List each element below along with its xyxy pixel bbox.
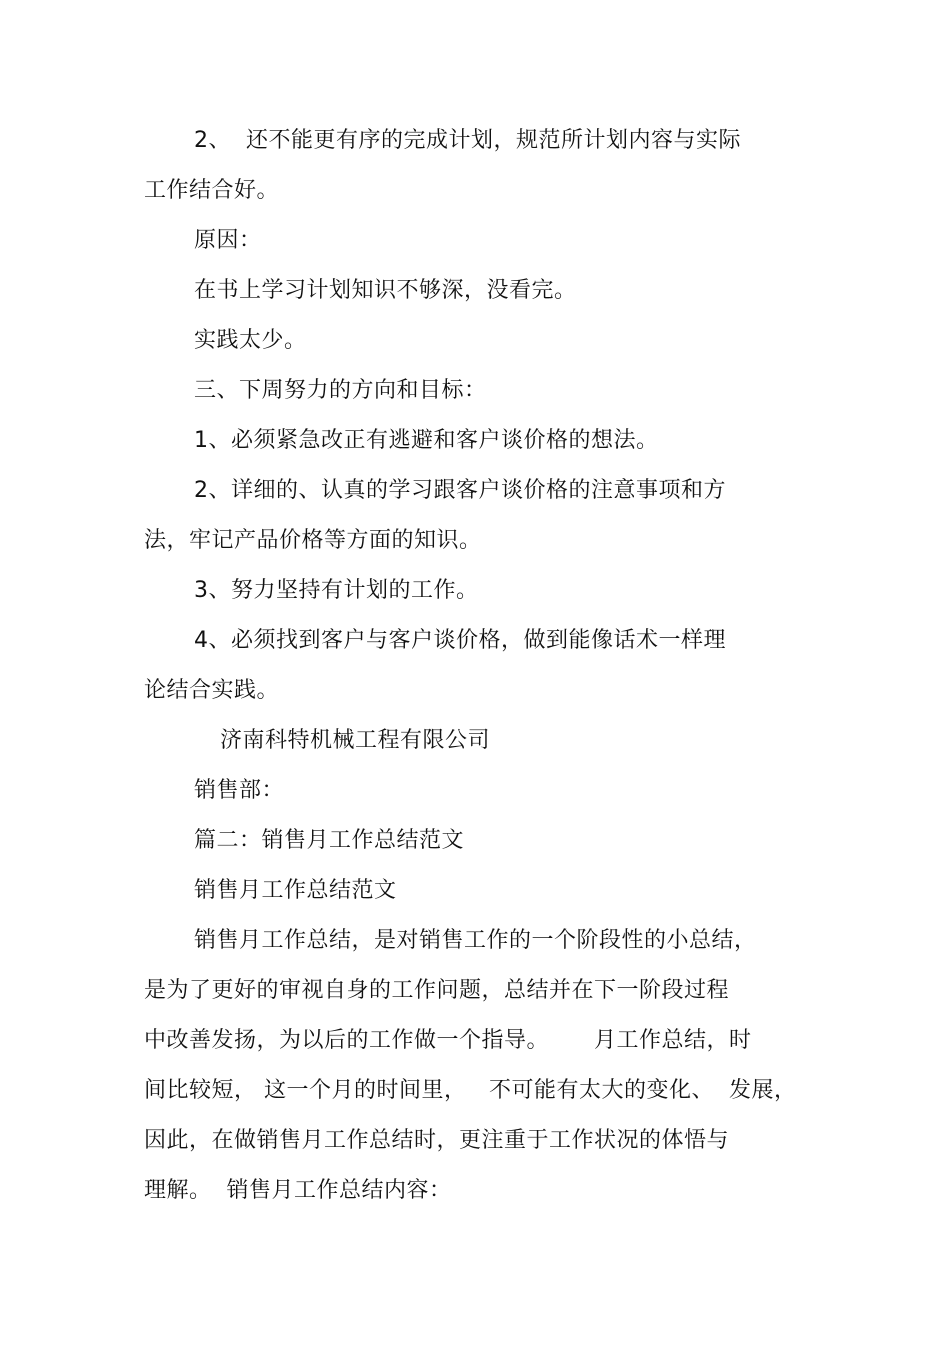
text-line: 2、详细的、认真的学习跟客户谈价格的注意事项和方	[194, 478, 726, 503]
text-line: 实践太少。	[194, 328, 307, 353]
text-line: 因此，在做销售月工作总结时，更注重于工作状况的体悟与	[144, 1128, 730, 1153]
text-line: 4、必须找到客户与客户谈价格，做到能像话术一样理	[194, 628, 726, 653]
text-line: 是为了更好的审视自身的工作问题，总结并在下一阶段过程	[144, 978, 730, 1003]
text-line: 3、努力坚持有计划的工作。	[194, 578, 479, 603]
text-line: 论结合实践。	[144, 678, 280, 703]
text-line: 在书上学习计划知识不够深，没看完。	[194, 278, 577, 303]
text-line: 间比较短， 这一个月的时间里， 不可能有太大的变化、 发展，	[144, 1078, 797, 1103]
text-line: 法，牢记产品价格等方面的知识。	[144, 528, 482, 553]
article-title: 销售月工作总结范文	[194, 878, 397, 903]
company-name: 济南科特机械工程有限公司	[220, 728, 491, 753]
section-heading: 三、下周努力的方向和目标：	[194, 378, 487, 403]
department-name: 销售部：	[194, 778, 285, 803]
text-line: 理解。 销售月工作总结内容：	[144, 1178, 452, 1203]
text-line: 中改善发扬，为以后的工作做一个指导。 月工作总结，时	[144, 1028, 752, 1053]
text-line: 工作结合好。	[144, 178, 280, 203]
text-line: 原因：	[194, 228, 262, 253]
text-line: 销售月工作总结，是对销售工作的一个阶段性的小总结，	[194, 928, 757, 953]
text-line: 2、 还不能更有序的完成计划，规范所计划内容与实际	[194, 128, 741, 153]
text-line: 1、必须紧急改正有逃避和客户谈价格的想法。	[194, 428, 659, 453]
chapter-heading: 篇二：销售月工作总结范文	[194, 828, 465, 853]
